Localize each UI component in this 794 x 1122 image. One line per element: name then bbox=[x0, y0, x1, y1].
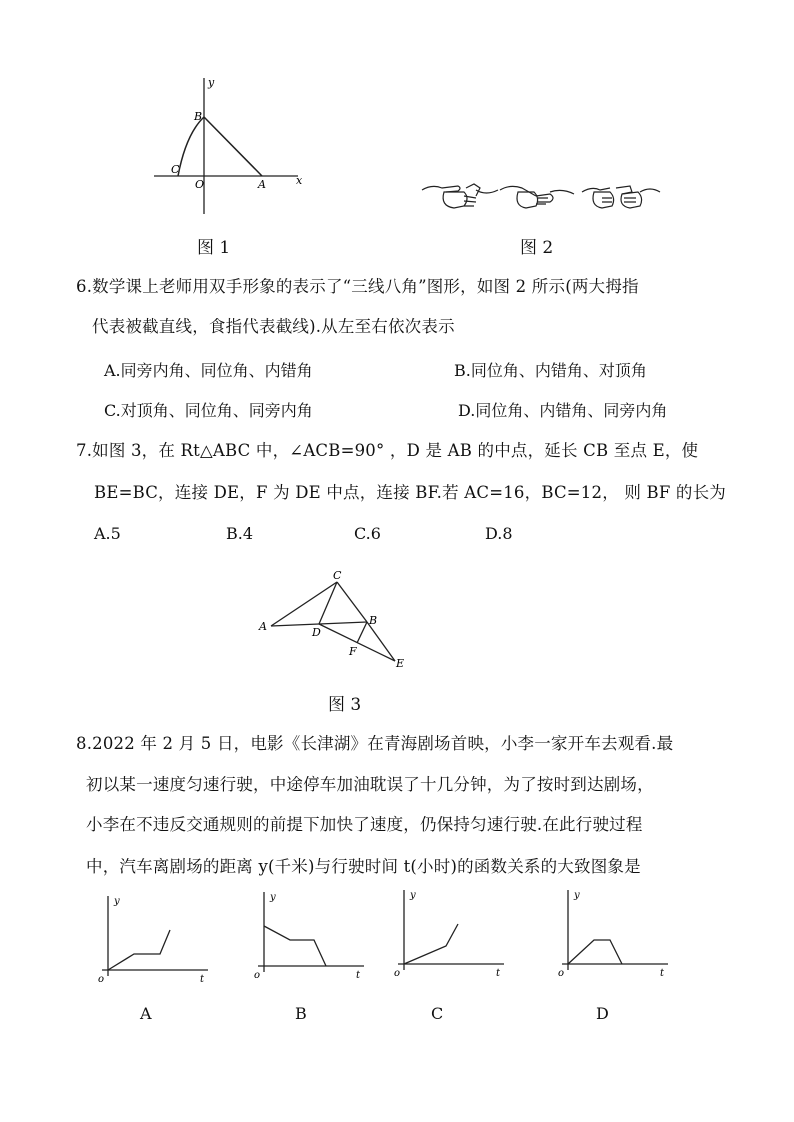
svg-text:o: o bbox=[558, 968, 565, 979]
graph-a bbox=[92, 890, 212, 990]
segment-be bbox=[367, 622, 395, 661]
q7-option-c: C.6 bbox=[354, 524, 381, 543]
q6-line-2: 代表被截直线，食指代表截线).从左至右依次表示 bbox=[92, 317, 455, 336]
figure-2-hands-illustration bbox=[418, 176, 664, 216]
label-y: y bbox=[208, 76, 215, 89]
label-o: O bbox=[195, 178, 205, 191]
q7-option-a: A.5 bbox=[94, 524, 121, 543]
svg-text:y: y bbox=[410, 890, 416, 901]
graph-b-label: B bbox=[295, 1004, 307, 1023]
label-a: A bbox=[258, 178, 266, 191]
figure-3 bbox=[255, 566, 415, 676]
figure-2-caption: 图 2 bbox=[520, 238, 554, 258]
figure-1 bbox=[150, 72, 310, 222]
q6-line-1: 6.数学课上老师用双手形象的表示了“三线八角”图形，如图 2 所示(两大拇指 bbox=[76, 277, 639, 296]
q7-option-d: D.8 bbox=[485, 524, 513, 543]
segment-cb bbox=[337, 582, 367, 622]
svg-text:t: t bbox=[356, 970, 361, 981]
q6-option-b: B.同位角、内错角、对顶角 bbox=[454, 361, 647, 380]
q8-line-1: 8.2022 年 2 月 5 日，电影《长津湖》在青海剧场首映，小李一家开车去观看.最 bbox=[76, 734, 674, 753]
label-x: x bbox=[296, 174, 303, 187]
label-b: B bbox=[369, 614, 378, 627]
figure-3-caption: 图 3 bbox=[328, 695, 362, 715]
graph-d bbox=[552, 884, 672, 984]
graph-b bbox=[248, 886, 368, 986]
svg-text:o: o bbox=[254, 970, 261, 981]
label-a: A bbox=[259, 620, 267, 633]
graph-c-label: C bbox=[431, 1004, 444, 1023]
svg-text:o: o bbox=[98, 974, 105, 985]
q8-line-2: 初以某一速度匀速行驶，中途停车加油耽误了十几分钟，为了按时到达剧场， bbox=[86, 775, 654, 794]
q8-line-4: 中，汽车离剧场的距离 y(千米)与行驶时间 t(小时)的函数关系的大致图象是 bbox=[86, 857, 641, 876]
graph-d-line bbox=[568, 940, 622, 964]
q8-line-3: 小李在不违反交通规则的前提下加快了速度，仍保持匀速行驶.在此行驶过程 bbox=[86, 815, 643, 834]
q6-option-d: D.同位角、内错角、同旁内角 bbox=[458, 401, 668, 420]
curve-cb bbox=[178, 117, 204, 176]
label-c: C bbox=[333, 569, 342, 582]
q6-option-c: C.对顶角、同位角、同旁内角 bbox=[104, 401, 313, 420]
graph-d-label: D bbox=[596, 1004, 609, 1023]
svg-text:y: y bbox=[574, 890, 580, 901]
svg-text:o: o bbox=[394, 968, 401, 979]
svg-text:t: t bbox=[496, 968, 501, 979]
label-b: B bbox=[194, 110, 203, 123]
segment-bf bbox=[357, 622, 367, 643]
svg-text:t: t bbox=[660, 968, 665, 979]
label-f: F bbox=[349, 645, 357, 658]
svg-text:t: t bbox=[200, 974, 205, 985]
graph-c-line bbox=[404, 924, 458, 964]
q7-line-1: 7.如图 3，在 Rt△ABC 中，∠ACB=90° ，D 是 AB 的中点，延长 CB 至点 E，使 bbox=[76, 441, 699, 460]
q7-option-b: B.4 bbox=[226, 524, 254, 543]
svg-text:y: y bbox=[114, 896, 120, 907]
label-d: D bbox=[312, 626, 321, 639]
graph-c bbox=[388, 884, 508, 984]
graph-a-line bbox=[108, 930, 170, 970]
graph-a-label: A bbox=[140, 1004, 152, 1023]
segment-ba bbox=[204, 117, 262, 176]
q7-line-2: BE=BC，连接 DE，F 为 DE 中点，连接 BF.若 AC=16，BC=12， 则 BF 的长为 bbox=[94, 483, 727, 502]
figure-1-caption: 图 1 bbox=[197, 238, 231, 258]
svg-text:y: y bbox=[270, 892, 276, 903]
label-e: E bbox=[396, 657, 405, 670]
q6-option-a: A.同旁内角、同位角、内错角 bbox=[104, 361, 313, 380]
label-c: C bbox=[171, 163, 180, 176]
graph-b-line bbox=[264, 926, 326, 966]
